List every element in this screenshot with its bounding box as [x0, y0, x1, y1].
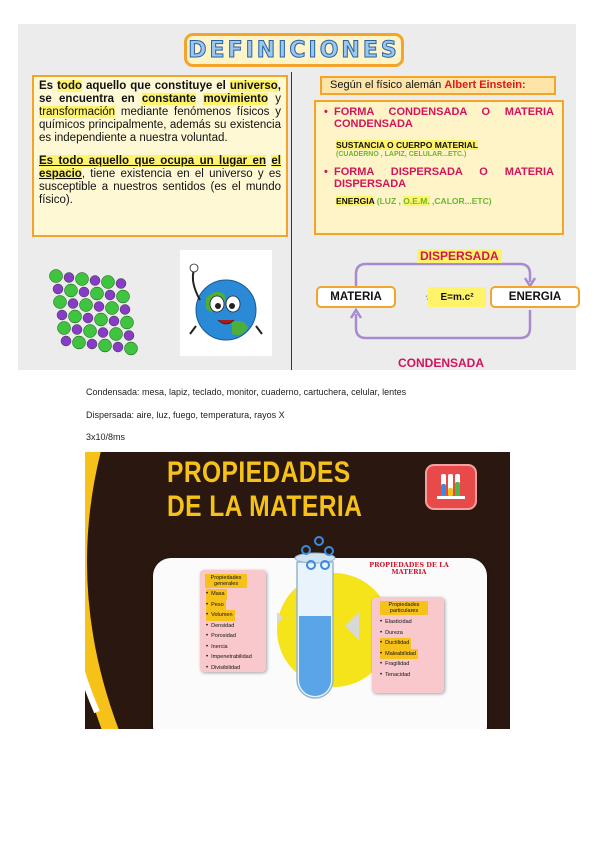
def1-text: , se encuentra en — [39, 80, 281, 105]
def1-highlight-universo: universo — [229, 80, 278, 92]
form-dispersed-sub — [336, 196, 554, 206]
particular-properties-panel — [372, 597, 444, 693]
def1-text: aquello que constituye el — [86, 80, 226, 92]
particular-property-item: • Ductilidad — [380, 638, 411, 649]
form-condensed-text: FORMA CONDENSADA O MATERIA CONDENSADA — [334, 106, 554, 130]
general-property-item: • Peso — [206, 600, 226, 611]
particular-property-item: • Tenacidad — [380, 670, 418, 681]
earth-mascot-image — [180, 250, 272, 356]
form-condensed-sub — [336, 140, 554, 150]
general-properties-panel — [200, 570, 266, 672]
form-condensed — [324, 106, 554, 130]
general-properties-tag: Propiedades generales — [205, 574, 247, 588]
properties-right-title: PROPIEDADES DE LA MATERIA — [369, 561, 449, 576]
energia-key: ENERGIA — [336, 196, 375, 206]
definition-2 — [39, 155, 281, 207]
bullet-icon: • — [324, 106, 328, 118]
form-dispersed — [324, 166, 554, 190]
energia-node: ENERGIA — [490, 286, 580, 308]
mass-energy-cycle — [314, 246, 568, 370]
energia-examples: (LUZ , — [374, 196, 404, 206]
def1-highlight-todo: todo — [57, 80, 82, 92]
general-property-item: • Inercia — [206, 642, 252, 653]
note-dispersada: Dispersada: aire, luz, fuego, temperatura, rayos X — [86, 410, 285, 420]
definiciones-title: DEFINICIONES — [184, 33, 404, 67]
forms-box — [314, 100, 564, 235]
particular-properties-tag: Propiedades particulares — [380, 601, 428, 615]
particular-property-item: • Dureza — [380, 628, 418, 639]
def1-highlight-movimiento: movimiento — [203, 93, 268, 105]
condensada-label: CONDENSADA — [398, 356, 485, 370]
einstein-banner — [320, 76, 556, 95]
einstein-prefix: Según el físico alemán — [330, 79, 442, 91]
note-condensada: Condensada: mesa, lapiz, teclado, monitor, cuaderno, cartuchera, celular, lentes — [86, 387, 407, 397]
definiciones-slide — [18, 24, 576, 370]
def2-highlight-espacio: el espacio — [39, 155, 281, 180]
equation-badge: E=m.c² — [428, 287, 486, 307]
general-property-item: • Masa — [206, 589, 227, 600]
dispersada-label: DISPERSADA — [417, 249, 502, 263]
form-condensed-examples: (CUADERNO , LAPIZ, CELULAR...ETC.) — [336, 151, 467, 158]
def1-text: Es — [39, 80, 54, 92]
def1-highlight-transformacion: transformación — [39, 106, 116, 118]
einstein-name: Albert Einstein: — [444, 79, 526, 91]
test-tube-illustration — [85, 452, 510, 729]
definition-1 — [39, 80, 281, 145]
form-dispersed-text: FORMA DISPERSADA O MATERIA DISPERSADA — [334, 166, 554, 190]
note-speed: 3x10/8ms — [86, 432, 126, 442]
form-condensed-sub-text: SUSTANCIA O CUERPO MATERIAL — [336, 140, 478, 150]
particular-property-item: • Fragilidad — [380, 659, 418, 670]
general-property-item: • Volumen — [206, 610, 235, 621]
general-property-item: • Densidad — [206, 621, 252, 632]
cycle-arrows — [314, 246, 568, 370]
general-property-item: • Divisibilidad — [206, 663, 252, 674]
particular-property-item: • Maleabilidad — [380, 649, 418, 660]
def2-text: , tiene existencia en el universo y es susceptible a nuestros sentidos (es el mundo físico). — [39, 168, 281, 206]
general-property-item: • Impenetrabilidad — [206, 652, 252, 663]
def1-text: y — [267, 93, 281, 105]
propiedades-title-line2: DE LA MATERIA — [167, 490, 363, 523]
particular-property-item: • Elasticidad — [380, 617, 418, 628]
molecule-lattice-image — [44, 262, 146, 358]
oem-highlight: O.E.M. — [403, 196, 430, 206]
bullet-icon: • — [324, 166, 328, 178]
particular-properties-list — [380, 617, 418, 680]
vertical-divider — [291, 72, 292, 370]
materia-node: MATERIA — [316, 286, 396, 308]
propiedades-slide — [85, 452, 510, 729]
energia-examples: ,CALOR...ETC) — [429, 196, 492, 206]
general-property-item: • Porosidad — [206, 631, 252, 642]
def1-highlight-constante: constante — [141, 93, 197, 105]
general-properties-list — [206, 589, 252, 673]
def2-highlight: Es todo aquello que ocupa un lugar en — [39, 155, 266, 167]
def1-text: mediante fenómenos físicos y químicos principalmente, además su existencia es independiente a nuestra voluntad. — [39, 106, 281, 144]
definition-box — [32, 75, 288, 237]
propiedades-title-line1: PROPIEDADES — [167, 456, 351, 489]
